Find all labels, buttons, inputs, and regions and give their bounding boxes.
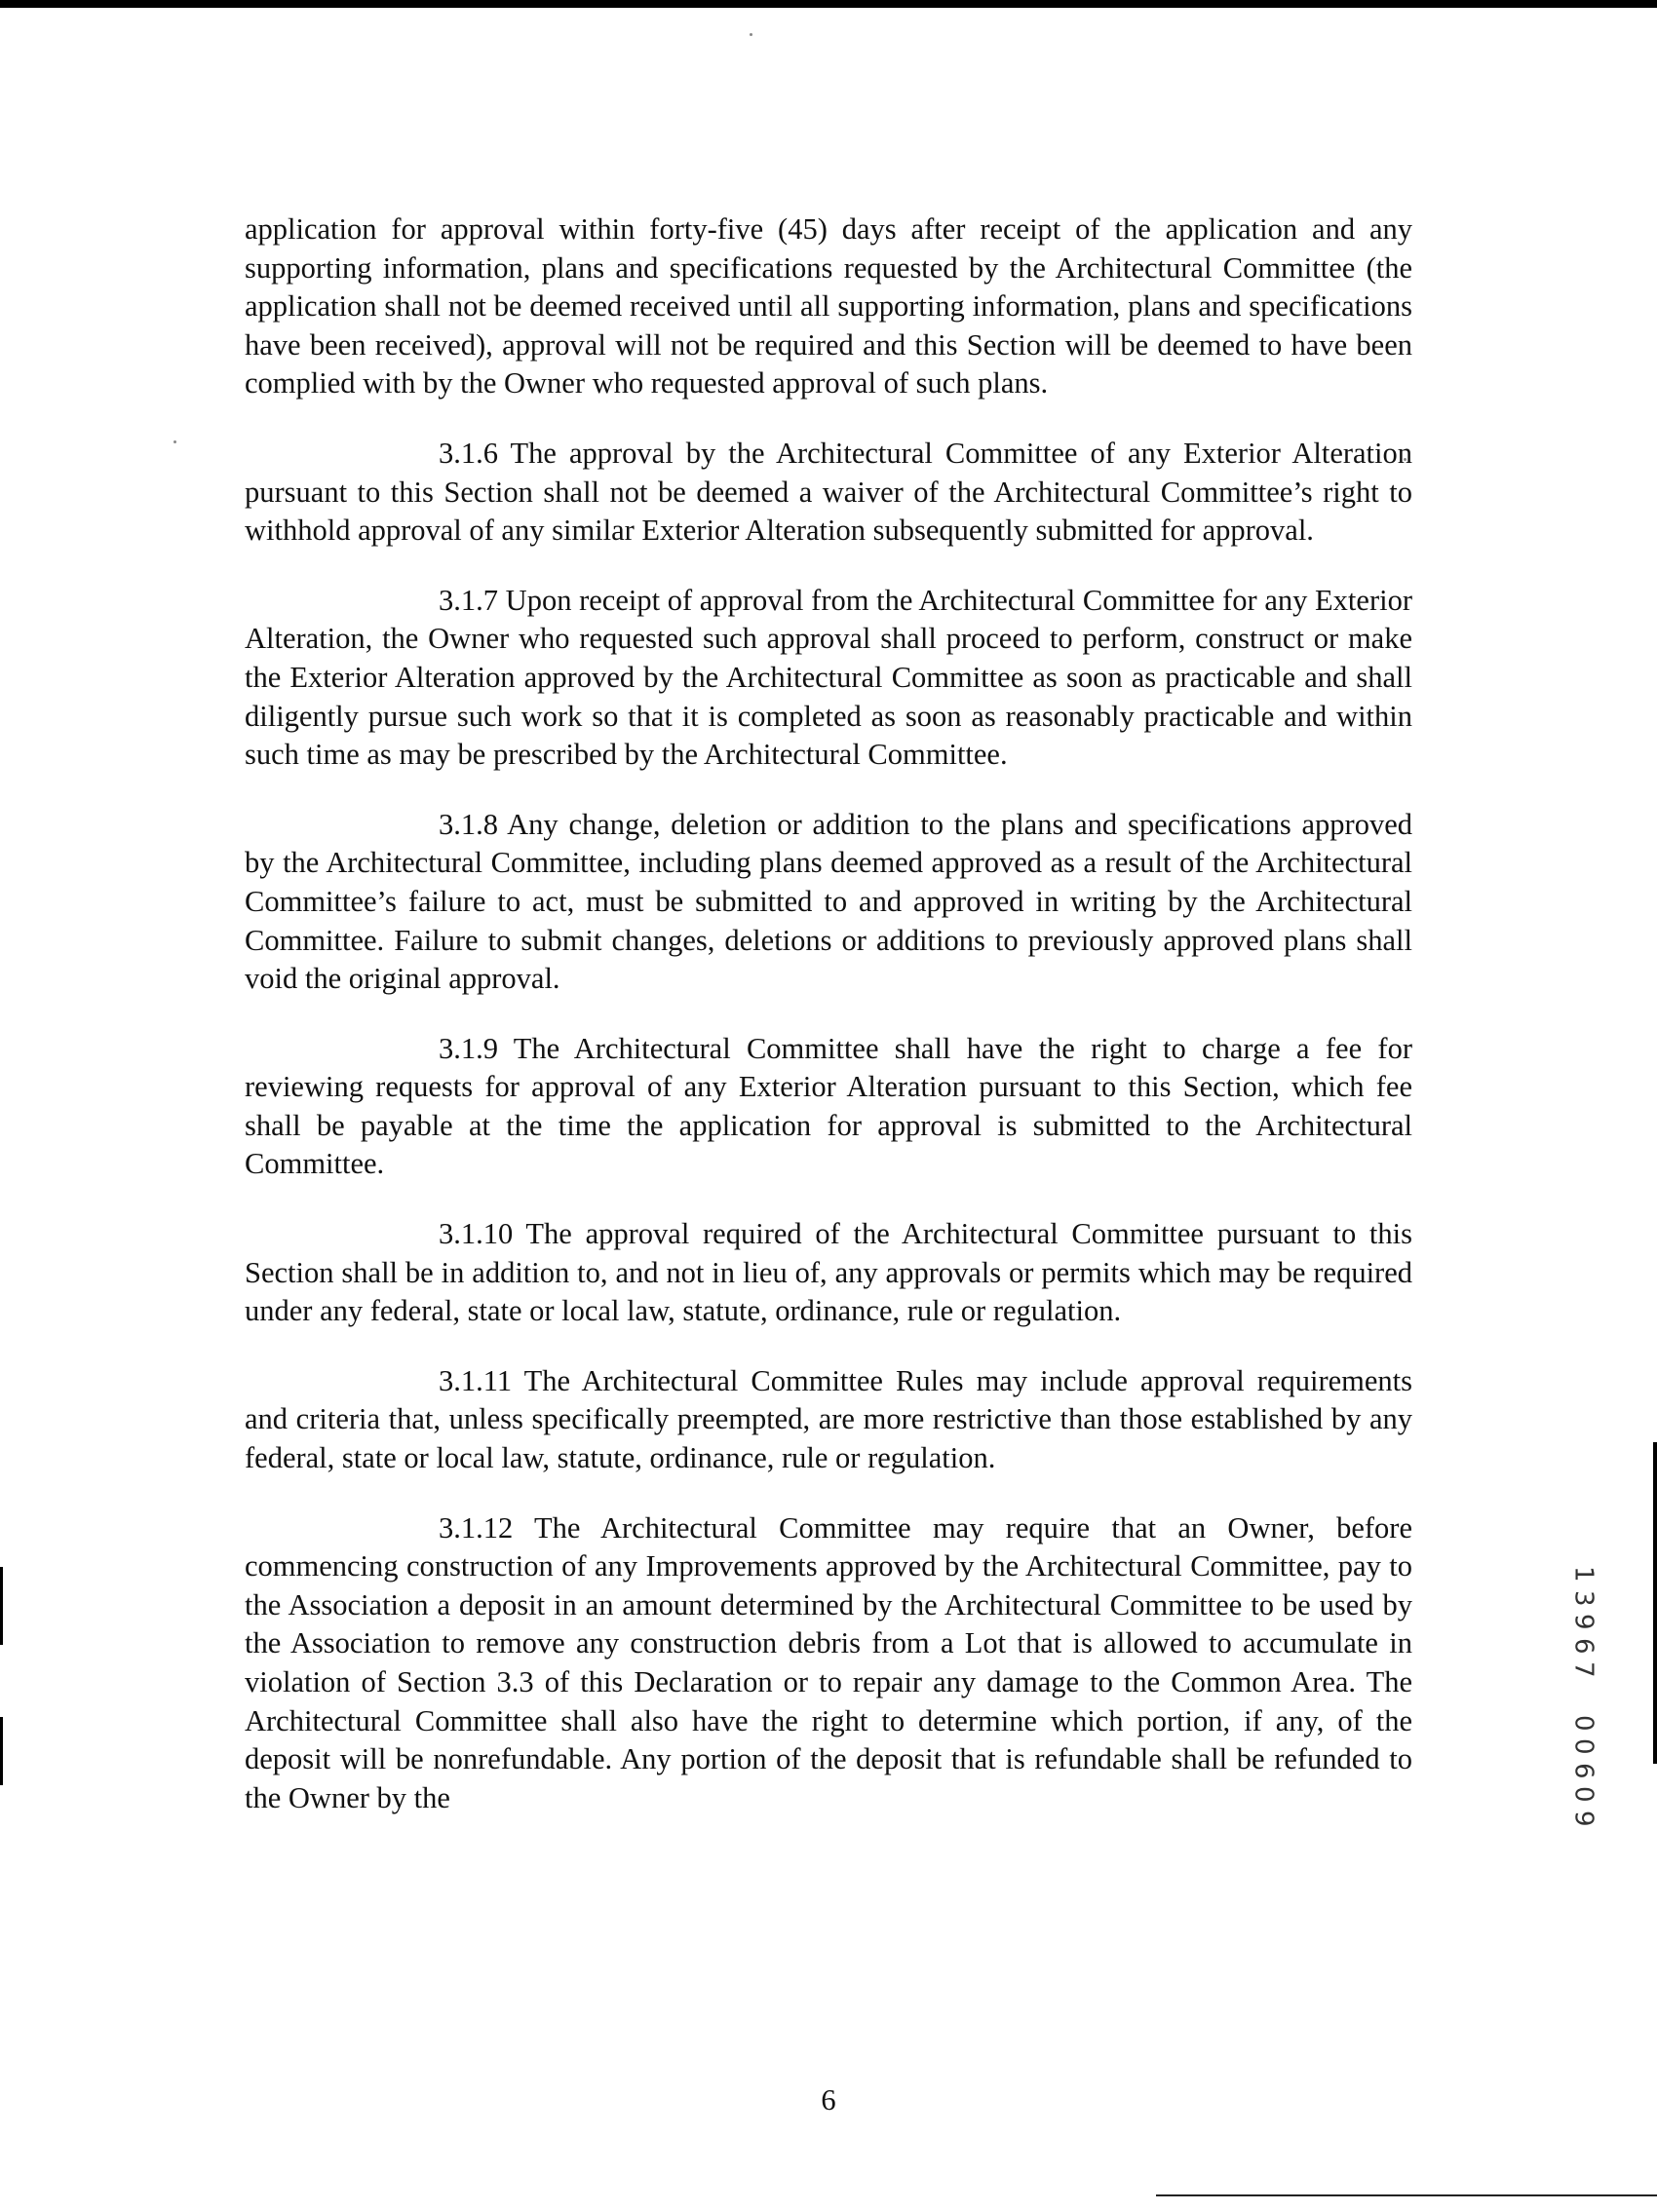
paragraph-3-1-10: 3.1.10 The approval required of the Architectural Committee pursuant to this Section shall be in addition to, and not in lieu of, any approvals or permits which may be required under any federal, state or local law, statute, ordinance, rule or regulation. [245,1217,1412,1328]
side-stamp-digit: 1 [1568,1565,1599,1583]
scan-left-edge-mark [0,1567,3,1645]
side-recording-stamp [1563,1562,1602,1830]
paragraph-3-1-9: 3.1.9 The Architectural Committee shall have the right to charge a fee for reviewing requests for approval of any Exterior Alteration pursuant to this Section, which fee shall be payable at the time the application for approval is submitted to the Architectural Committee. [245,1031,1412,1181]
side-stamp-digit: 7 [1568,1660,1599,1678]
paragraph-3-1-11: 3.1.11 The Architectural Committee Rules may include approval requirements and criteria that, unless specifically preempted, are more restrictive than those established by any federal, state or local law, statute, ordinance, rule or regulation. [245,1363,1412,1475]
side-stamp-digit: 6 [1568,1637,1599,1655]
side-stamp-digit: 9 [1568,1810,1599,1827]
scan-bottom-line [1156,2194,1657,2196]
side-stamp-digit: 9 [1568,1613,1599,1630]
paragraph-3-1-6: 3.1.6 The approval by the Architectural Committee of any Exterior Alteration pursuant to this Section shall not be deemed a waiver of the Architectural Committee’s right to withhold approval of any similar Exterior Alteration subsequently submitted for approval. [245,436,1412,548]
side-stamp-digit: 0 [1568,1785,1599,1803]
side-stamp-digit: 3 [1568,1589,1599,1607]
scan-left-edge-mark [0,1717,3,1785]
document-body [245,210,1412,1849]
paragraph-continuation: application for approval within forty-five (45) days after receipt of the application and any supporting information, plans and specifications requested by the Architectural Committee (the application shall not be deemed received until all supporting information, plans and specifications have been received), approval will not be required and this Section will be deemed to have been complied with by the Owner who requested approval of such plans. [245,212,1412,400]
side-stamp-digit: 6 [1568,1762,1599,1779]
paragraph-3-1-8: 3.1.8 Any change, deletion or addition to the plans and specifications approved by the Architectural Committee, including plans deemed approved as a result of the Architectural Committee’s failure to act, must be submitted to and approved in writing by the Architectural Committee. Failure to submit changes, deletions or additions to previously approved plans shall void the original approval. [245,807,1412,996]
scan-speck [173,440,176,443]
paragraph-3-1-7: 3.1.7 Upon receipt of approval from the Architectural Committee for any Exterior Alteration, the Owner who requested such approval shall proceed to perform, construct or make the Exterior Alteration approved by the Architectural Committee as soon as practicable and shall diligently pursue such work so that it is completed as soon as reasonably practicable and within such time as may be prescribed by the Architectural Committee. [245,583,1412,772]
scan-top-border [0,0,1657,8]
page-number: 6 [821,2083,836,2117]
scan-speck [750,33,752,36]
side-stamp-digit: 0 [1568,1714,1599,1732]
scan-right-edge-mark [1653,1442,1657,1764]
side-stamp-digit: 0 [1568,1737,1599,1755]
paragraph-3-1-12: 3.1.12 The Architectural Committee may require that an Owner, before commencing construction of any Improvements approved by the Architectural Committee, pay to the Association a deposit in an amount determined by the Architectural Committee to be used by the Association to remove any construction debris from a Lot that is allowed to accumulate in violation of Section 3.3 of this Declaration or to repair any damage to the Common Area. The Architectural Committee shall also have the right to determine which portion, if any, of the deposit will be nonrefundable. Any portion of the deposit that is refundable shall be refunded to the Owner by the [245,1510,1412,1814]
